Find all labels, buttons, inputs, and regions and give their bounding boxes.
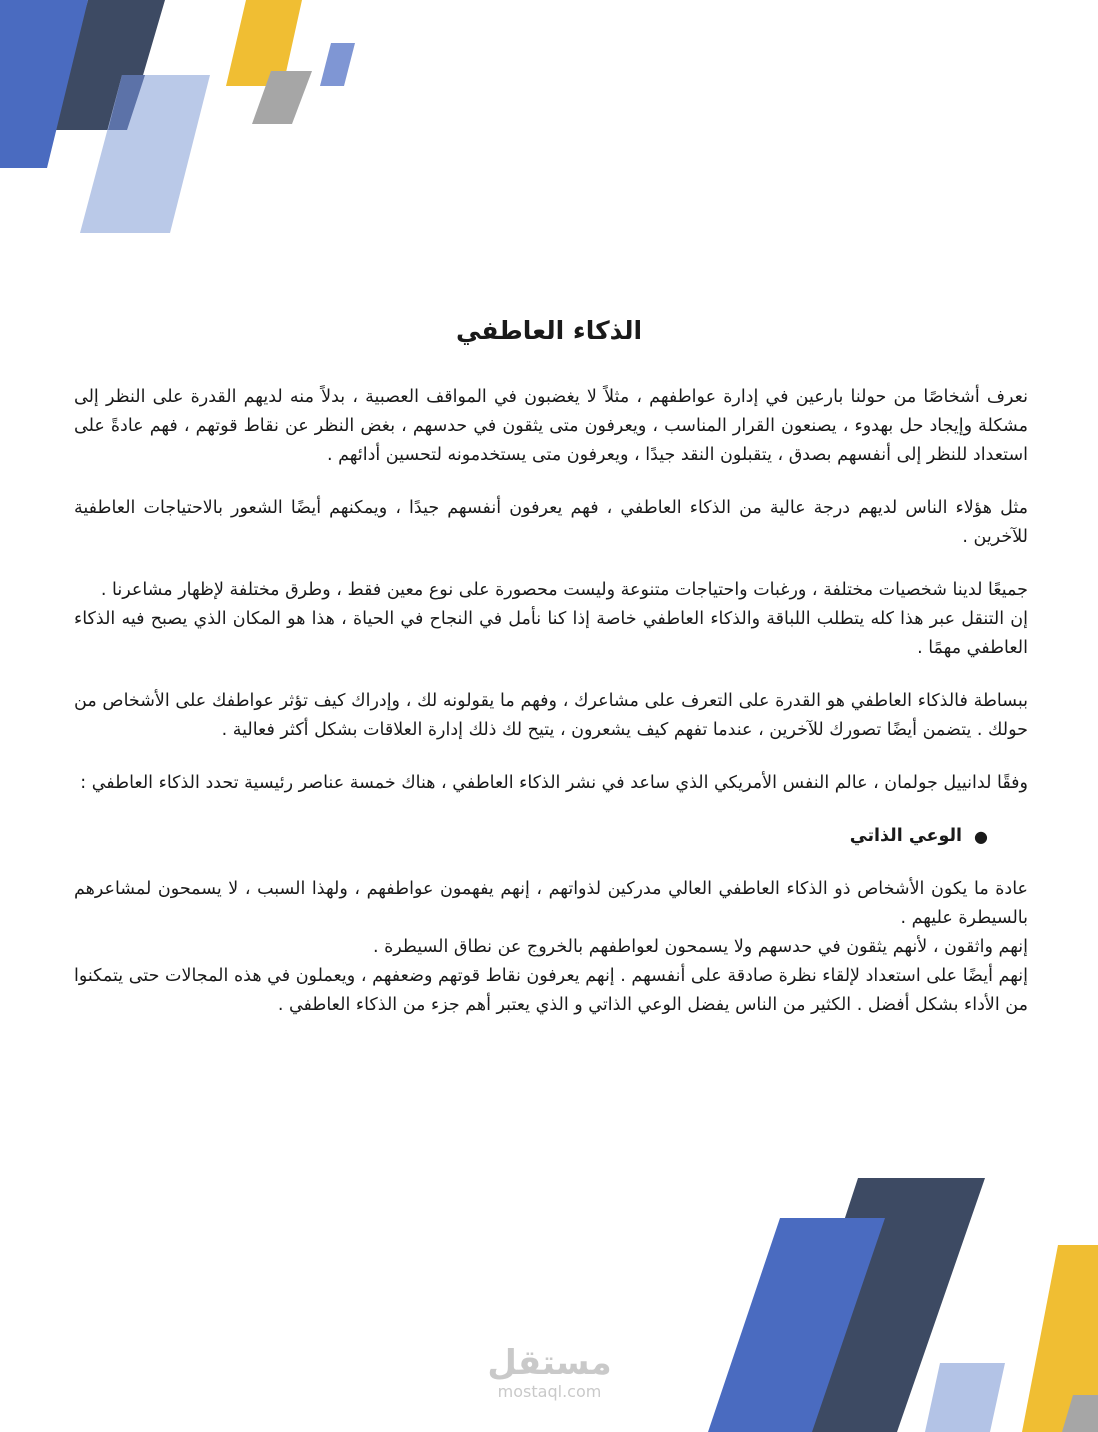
deco-light-blue-bar-bottom (925, 1363, 1005, 1432)
deco-royal-blue-bar-bottom (708, 1218, 885, 1432)
watermark-arabic: مستقل (487, 1343, 612, 1383)
bullet-self-awareness (74, 822, 1028, 851)
deco-royal-blue-bar-top (0, 0, 88, 168)
document-title: الذكاء العاطفي (455, 316, 643, 345)
bullet-dot-icon: ● (974, 827, 988, 846)
paragraph-self-aware: عادة ما يكون الأشخاص ذو الذكاء العاطفي العالي مدركين لذواتهم ، إنهم يفهمون عواطفهم ، ولهذا السبب ، لا يسمحون لمشاعرهم بالسيطرة عليهم . (74, 879, 1028, 928)
mostaql-watermark (482, 1345, 617, 1401)
deco-gray-bar-top (252, 71, 312, 124)
deco-dark-blue-bar-top (50, 0, 165, 130)
bullet-label: الوعي الذاتي (849, 826, 963, 846)
deco-gray-bar-bottom (1062, 1395, 1098, 1432)
deco-navy-overlap-top (108, 75, 145, 130)
paragraph-intro: نعرف أشخاصًا من حولنا بارعين في إدارة عواطفهم ، مثلاً لا يغضبون في المواقف العصبية ، بدلاً منه لديهم القدرة على النظر إلى مشكلة وإيجاد حل بهدوء ، يصنعون القرار المناسب ، ويعرفون متى يثقون في حدسهم ، بغض النظر عن نقاط قوتهم ، فهم عادةً على استعداد للنظر إلى أنفسهم بصدق ، يتقبلون النقد جيدًا ، ويعرفون متى يستخدمونه لتحسين أدائهم . (74, 387, 1028, 465)
paragraph-definition: ببساطة فالذكاء العاطفي هو القدرة على التعرف على مشاعرك ، وفهم ما يقولونه لك ، وإدراك كيف تؤثر عواطفك على الأشخاص من حولك . يتضمن أيضًا تصورك للآخرين ، عندما تفهم كيف يشعرون ، يتيح لك ذلك إدارة العلاقات بشكل أكثر فعالية . (74, 691, 1028, 740)
deco-light-blue-bar-top (80, 75, 210, 233)
document-body (74, 383, 1028, 1020)
deco-blue-small-top (320, 43, 355, 86)
paragraph-confident: إنهم واثقون ، لأنهم يثقون في حدسهم ولا يسمحون لعواطفهم بالخروج عن نطاق السيطرة . (372, 937, 1028, 957)
paragraph-high-ei: مثل هؤلاء الناس لديهم درجة عالية من الذكاء العاطفي ، فهم يعرفون أنفسهم جيدًا ، ويمكنهم أيضًا الشعور بالاحتياجات العاطفية للآخرين . (74, 498, 1028, 547)
paragraph-personalities: جميعًا لدينا شخصيات مختلفة ، ورغبات واحتياجات متنوعة وليست محصورة على نوع معين فقط ، وطرق مختلفة لإظهار مشاعرنا . (100, 580, 1028, 600)
paragraph-honest-look: إنهم أيضًا على استعداد لإلقاء نظرة صادقة على أنفسهم . إنهم يعرفون نقاط قوتهم وضعفهم ، ويعملون في هذه المجالات حتى يتمكنوا من الأداء بشكل أفضل . الكثير من الناس يفضل الوعي الذاتي و الذي يعتبر أهم جزء من الذكاء العاطفي . (74, 966, 1028, 1015)
deco-yellow-bar-top (226, 0, 302, 86)
watermark-latin: mostaql.com (497, 1382, 602, 1401)
deco-yellow-bar-bottom (1022, 1245, 1098, 1432)
deco-dark-blue-bar-bottom (775, 1178, 985, 1432)
paragraph-navigation: إن التنقل عبر هذا كله يتطلب اللباقة والذكاء العاطفي خاصة إذا كنا نأمل في النجاح في الحياة ، هذا هو المكان الذي يصبح فيه الذكاء العاطفي مهمًا . (74, 609, 1028, 658)
paragraph-goleman: وفقًا لدانييل جولمان ، عالم النفس الأمريكي الذي ساعد في نشر الذكاء العاطفي ، هناك خمسة عناصر رئيسية تحدد الذكاء العاطفي : (80, 773, 1028, 793)
